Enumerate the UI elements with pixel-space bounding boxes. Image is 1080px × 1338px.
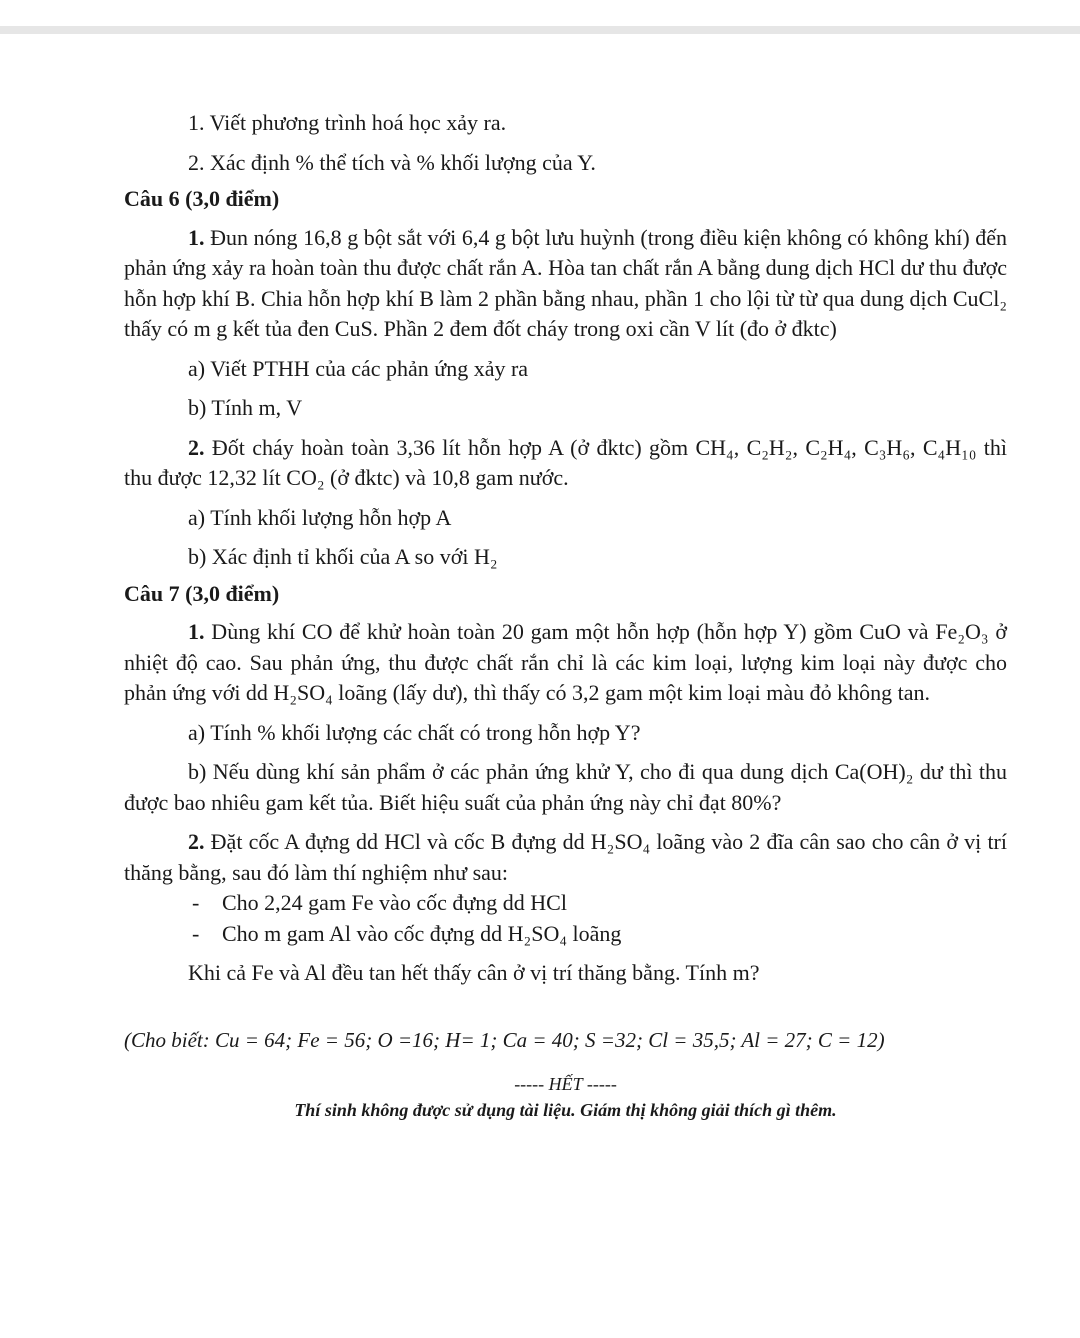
q6-part2-sub-b: b) Xác định tỉ khối của A so với H₂: [188, 544, 498, 569]
q7-part1-body: Dùng khí CO để khử hoàn toàn 20 gam một hỗn hợp (hỗn hợp Y) gồm CuO và Fe₂O₃ ở nhiệt độ cao. Sau phản ứng, thu được chất rắn chỉ là các kim loại, lượng kim loại này được cho phản ứng với dd H₂SO₄ loãng (lấy dư), thì thấy có 3,2 gam một kim loại màu đỏ không tan.: [124, 619, 1007, 705]
q6-part2-sub-a: a) Tính khối lượng hỗn hợp A: [188, 504, 452, 530]
bullet-text: Cho m gam Al vào cốc đựng dd H₂SO₄ loãng: [222, 920, 622, 946]
question-6-heading: Câu 6 (3,0 điểm): [124, 186, 280, 211]
q7-part2-text: [124, 827, 1007, 888]
q7-part1-sub-a: a) Tính % khối lượng các chất có trong hỗn hợp Y?: [188, 719, 641, 745]
q6-part2-number: 2.: [188, 434, 205, 460]
q6-part1-sub-a: a) Viết PTHH của các phản ứng xảy ra: [188, 355, 529, 381]
q6-part1-sub-b: b) Tính m, V: [188, 395, 303, 420]
end-mark: ----- HẾT -----: [514, 1074, 617, 1094]
q7-part2-number: 2.: [188, 829, 205, 854]
q6-part2-body: Đốt cháy hoàn toàn 3,36 lít hỗn hợp A (ở đktc) gồm CH₄, C₂H₂, C₂H₄, C₃H₆, C₄H₁₀ thì thu được 12,32 lít CO₂ (ở đktc) và 10,8 gam nước.: [124, 434, 1007, 490]
bullet-text: Cho 2,24 gam Fe vào cốc đựng dd HCl: [222, 890, 567, 915]
footer-notice: Thí sinh không được sử dụng tài liệu. Giám thị không giải thích gì thêm.: [294, 1100, 837, 1120]
bullet-dash: -: [192, 890, 200, 915]
q7-part2-body: Đặt cốc A đựng dd HCl và cốc B đựng dd H₂SO₄ loãng vào 2 đĩa cân sao cho cân ở vị trí thăng bằng, sau đó làm thí nghiệm như sau:: [124, 829, 1007, 885]
q7-bullet-item: [124, 888, 1007, 919]
bullet-dash: -: [192, 920, 200, 946]
instruction-item: 1. Viết phương trình hoá học xảy ra.: [188, 110, 507, 135]
q7-part1-number: 1.: [188, 619, 205, 644]
q7-part1-sub-b: b) Nếu dùng khí sản phẩm ở các phản ứng khử Y, cho đi qua dung dịch Ca(OH)₂ dư thì thu được bao nhiêu gam kết tủa. Biết hiệu suất của phản ứng này chỉ đạt 80%?: [124, 759, 1007, 815]
instruction-item: 2. Xác định % thể tích và % khối lượng của Y.: [188, 149, 596, 175]
page-top-divider: [0, 26, 1080, 34]
q6-part1-number: 1.: [188, 224, 205, 250]
q6-part1-text: [124, 223, 1007, 345]
q7-bullet-item: [124, 919, 1007, 950]
q6-part2-text: [124, 433, 1007, 494]
atomic-mass-note: (Cho biết: Cu = 64; Fe = 56; O =16; H= 1; Ca = 40; S =32; Cl = 35,5; Al = 27; C = 12): [124, 1027, 885, 1052]
q6-part1-body: Đun nóng 16,8 g bột sắt với 6,4 g bột lưu huỳnh (trong điều kiện không có không khí) đến phản ứng xảy ra hoàn toàn thu được chất rắn A. Hòa tan chất rắn A bằng dung dịch HCl dư thu được hỗn hợp khí B. Chia hỗn hợp khí B làm 2 phần bằng nhau, phần 1 cho lội từ từ qua dung dịch CuCl₂ thấy có m g kết tủa đen CuS. Phần 2 đem đốt cháy trong oxi cần V lít (đo ở đktc): [124, 224, 1007, 341]
q7-part2-tail: Khi cả Fe và Al đều tan hết thấy cân ở vị trí thăng bằng. Tính m?: [188, 960, 760, 985]
question-7-heading: Câu 7 (3,0 điểm): [124, 580, 280, 606]
exam-page: [124, 108, 1007, 1123]
q7-part1-text: [124, 617, 1007, 709]
